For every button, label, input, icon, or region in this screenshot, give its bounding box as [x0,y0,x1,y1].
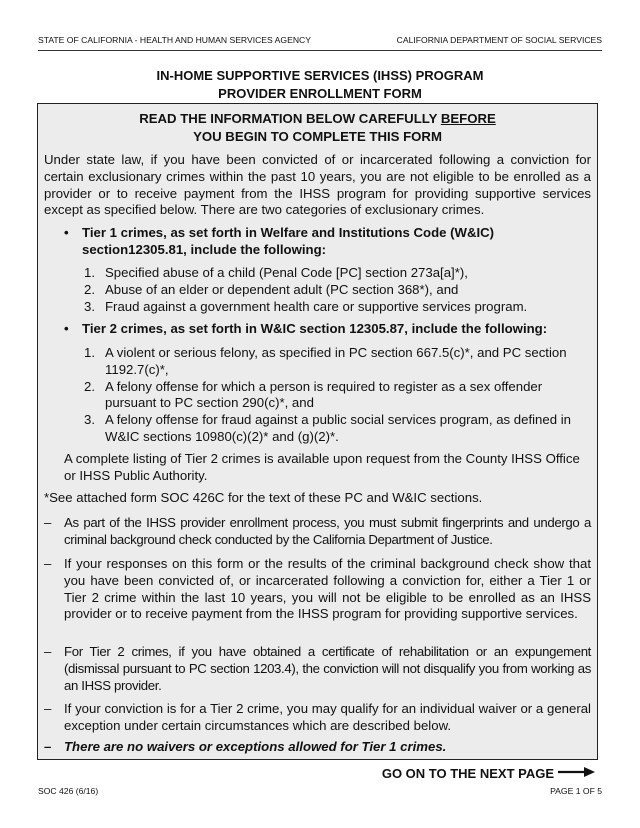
notice-box [37,103,598,760]
list-item: 1. Specified abuse of a child (Penal Code [PC] section 273a[a]*), [84,265,468,280]
arrow-right-icon [558,766,596,781]
form-number: SOC 426 (6/16) [38,786,99,796]
next-page-label: GO ON TO THE NEXT PAGE [381,766,554,781]
list-item: 3. A felony offense for fraud against a public social services program, as defined in W&IC sections 10980(c)(2)* and (g)(2)*. [84,412,571,444]
page-header [38,35,602,49]
notice-heading-line-2: YOU BEGIN TO COMPLETE THIS FORM [193,129,442,144]
tier2-heading [60,321,591,338]
agency-label: STATE OF CALIFORNIA - HEALTH AND HUMAN SERVICES AGENCY [38,35,311,45]
list-item: 2. Abuse of an elder or dependent adult (PC section 368*), and [84,281,459,297]
dash-item-waiver: – If your conviction is for a Tier 2 crime, you may qualify for an individual waiver or a general exception under certain circumstances which are described below. [44,701,591,733]
department-label: CALIFORNIA DEPARTMENT OF SOCIAL SERVICES [396,35,602,45]
intro-paragraph: Under state law, if you have been convicted of or incarcerated following a conviction for certain exclusionary crimes within the past 10 years, you are not eligible to be enrolled as a provider or to receive payment from the IHSS program for providing supportive services except as specified below. There are two categories of exclusionary crimes. [44,152,591,218]
tier2-listing-note: A complete listing of Tier 2 crimes is available upon request from the County IHSS Office or IHSS Public Authority. [64,451,580,483]
form-title-line-1: IN-HOME SUPPORTIVE SERVICES (IHSS) PROGRAM [156,68,484,83]
dash-item-tier1-no-waiver: – There are no waivers or exceptions allowed for Tier 1 crimes. [44,739,447,754]
tier2-heading-text: Tier 2 crimes, as set forth in W&IC section 12305.87, include the following: [82,321,548,336]
tier1-heading-text: Tier 1 crimes, as set forth in Welfare and Institutions Code (W&IC) section12305.81, include the following: [82,225,495,257]
form-title-line-2: PROVIDER ENROLLMENT FORM [218,86,422,101]
form-title [38,67,602,103]
list-item: 2. A felony offense for which a person is required to register as a sex offender pursuant to PC section 290(c)*, and [84,378,543,411]
page-number: PAGE 1 OF 5 [550,786,602,796]
dash-item-rehabilitation: – For Tier 2 crimes, if you have obtained a certificate of rehabilitation or an expungement (dismissal pursuant to PC section 1203.4), the conviction will not disqualify you from working as an IHSS provider. [44,644,591,693]
dash-item-fingerprints: – As part of the IHSS provider enrollment process, you must submit fingerprints and undergo a criminal background check conducted by the California Department of Justice. [44,515,591,547]
bullet-icon: • [64,321,69,336]
tier2-list [84,345,587,446]
tier1-heading [60,225,591,259]
dash-item-eligibility: – If your responses on this form or the results of the criminal background check show that you have been convicted of, or incarcerated following a conviction for, either a Tier 1 or Tier 2 crime within the last 10 years, you will not be eligible to be enrolled as an IHSS provider or to receive payment from the IHSS program for providing supportive services. [44,556,591,622]
notice-heading-text: READ THE INFORMATION BELOW CAREFULLY [139,111,441,126]
see-attached-note: *See attached form SOC 426C for the text of these PC and W&IC sections. [44,490,483,505]
notice-heading-emphasis: BEFORE [440,111,496,126]
notice-heading [38,110,597,146]
tier1-list [84,265,587,315]
header-divider [38,50,602,51]
list-item: 3. Fraud against a government health care or supportive services program. [84,298,528,314]
list-item: 1. A violent or serious felony, as specified in PC section 667.5(c)*, and PC section 1192.7(c)*, [84,345,567,377]
bullet-icon: • [64,225,69,240]
next-page-indicator [382,766,596,781]
